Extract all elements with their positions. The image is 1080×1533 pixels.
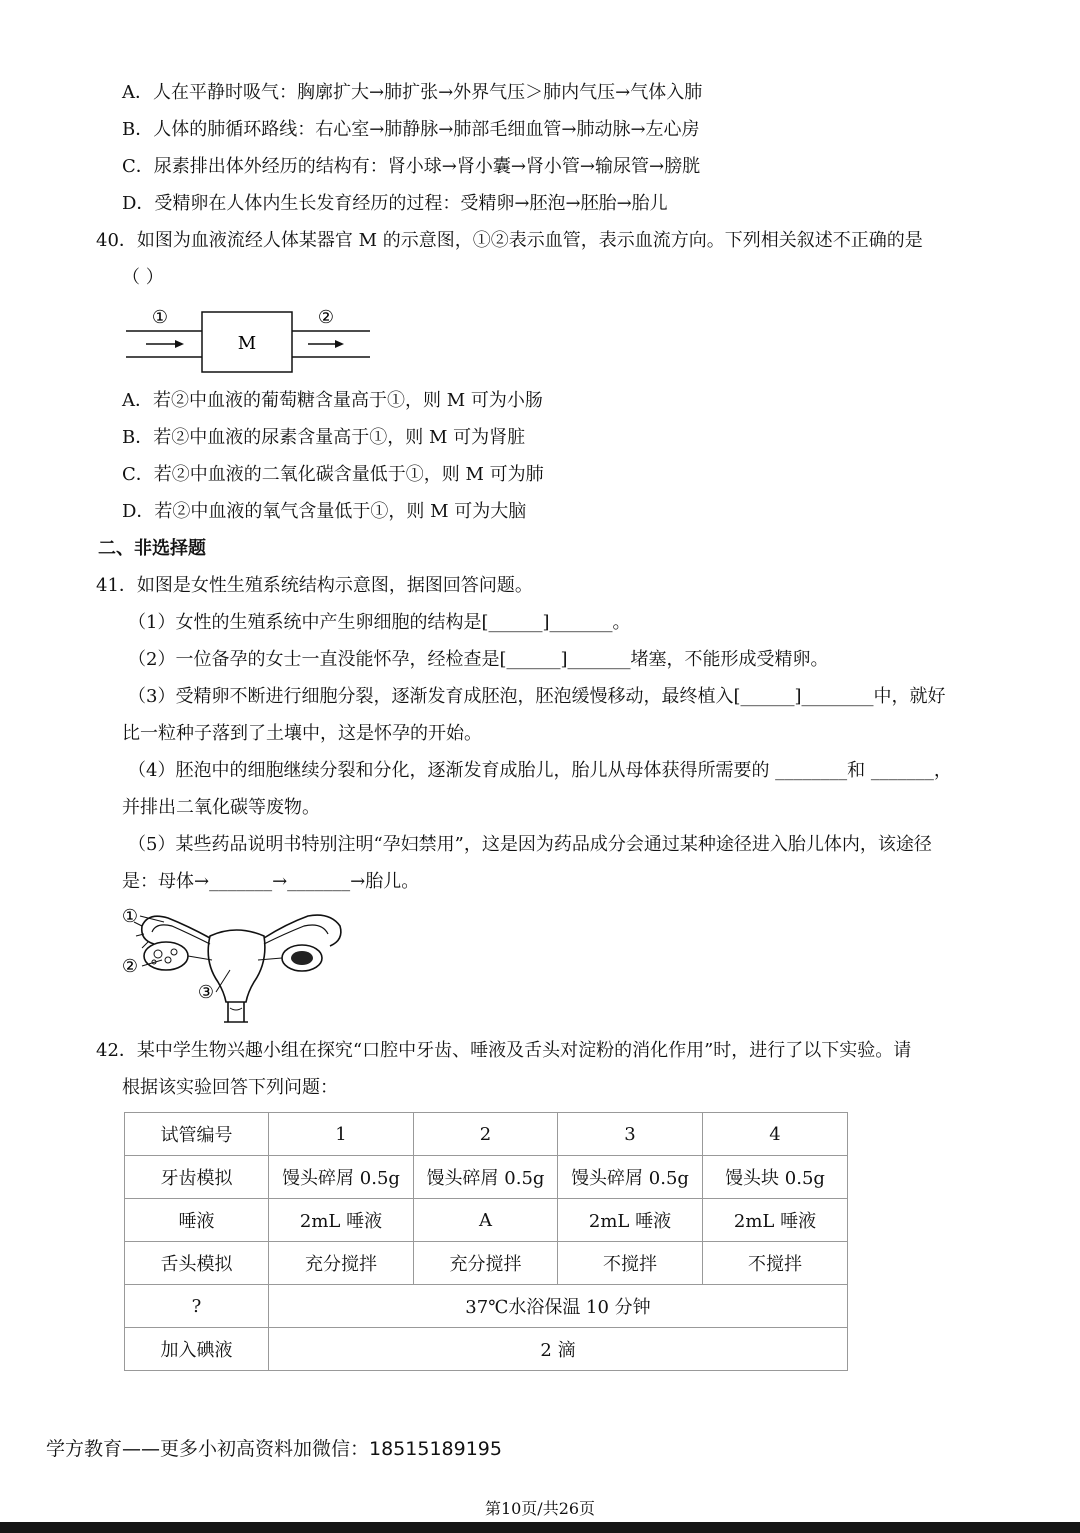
table-cell: 加入碘液	[125, 1328, 269, 1371]
q39-option-b: B．人体的肺循环路线：右心室→肺静脉→肺部毛细血管→肺动脉→左心房	[122, 119, 700, 140]
table-cell: 试管编号	[125, 1113, 269, 1156]
table-cell: 1	[269, 1113, 414, 1156]
arrow-right-icon	[308, 340, 344, 348]
table-cell: 充分搅拌	[269, 1242, 414, 1285]
q39-option-a: A．人在平静时吸气：胸廓扩大→肺扩张→外界气压＞肺内气压→气体入肺	[122, 82, 703, 103]
q40-option-c: C．若②中血液的二氧化碳含量低于①，则 M 可为肺	[122, 464, 544, 485]
section-title: 二、非选择题	[98, 538, 206, 559]
table-cell: A	[414, 1199, 558, 1242]
table-cell: 4	[703, 1113, 848, 1156]
q39-option-c: C．尿素排出体外经历的结构有：肾小球→肾小囊→肾小管→输尿管→膀胱	[122, 156, 701, 177]
table-cell: 牙齿模拟	[125, 1156, 269, 1199]
table-cell: 3	[558, 1113, 703, 1156]
table-cell: 馒头碎屑 0.5g	[558, 1156, 703, 1199]
vessel-2-label: ②	[317, 307, 335, 328]
table-cell: 馒头碎屑 0.5g	[269, 1156, 414, 1199]
table-row	[125, 1199, 848, 1242]
arrow-right-icon	[146, 340, 184, 348]
figure-label-1: ①	[121, 906, 139, 927]
organ-m-label: M	[237, 333, 257, 354]
q41-sub3-line1: （3）受精卵不断进行细胞分裂，逐渐发育成胚泡，胚泡缓慢移动，最终植入[______]________中，就好	[128, 686, 946, 707]
table-cell: 2mL 唾液	[703, 1199, 848, 1242]
table-cell-merged: 37℃水浴保温 10 分钟	[269, 1285, 848, 1328]
table-cell: 馒头块 0.5g	[703, 1156, 848, 1199]
q40-option-a: A．若②中血液的葡萄糖含量高于①，则 M 可为小肠	[122, 390, 543, 411]
q41-sub5-line1: （5）某些药品说明书特别注明“孕妇禁用”，这是因为药品成分会通过某种途径进入胎儿体内，该途径	[128, 834, 932, 855]
q42-stem-line2: 根据该实验回答下列问题：	[122, 1077, 338, 1098]
q41-sub4-line1: （4）胚泡中的细胞继续分裂和分化，逐渐发育成胎儿，胎儿从母体获得所需要的 ________和 _______，	[128, 760, 952, 781]
table-header-row	[125, 1113, 848, 1156]
vessel-1-label: ①	[151, 307, 169, 328]
q40-answer-paren: （ ）	[122, 267, 164, 288]
experiment-table	[124, 1112, 848, 1371]
table-cell: 舌头模拟	[125, 1242, 269, 1285]
q40-option-b: B．若②中血液的尿素含量高于①，则 M 可为肾脏	[122, 427, 526, 448]
table-cell: 2mL 唾液	[269, 1199, 414, 1242]
q41-sub1: （1）女性的生殖系统中产生卵细胞的结构是[______]_______。	[128, 612, 631, 633]
bottom-bar	[0, 1522, 1080, 1533]
table-cell: 2	[414, 1113, 558, 1156]
q41-sub2: （2）一位备孕的女士一直没能怀孕，经检查是[______]_______堵塞，不能形成受精卵。	[128, 649, 829, 670]
q42-stem-line1: 42．某中学生物兴趣小组在探究“口腔中牙齿、唾液及舌头对淀粉的消化作用”时，进行了以下实验。请	[96, 1040, 912, 1061]
page-number: 第10页/共26页	[484, 1499, 596, 1518]
table-cell: 馒头碎屑 0.5g	[414, 1156, 558, 1199]
table-row	[125, 1156, 848, 1199]
table-cell: 不搅拌	[703, 1242, 848, 1285]
table-row	[125, 1285, 848, 1328]
figure-label-2: ②	[121, 956, 139, 977]
table-cell: 不搅拌	[558, 1242, 703, 1285]
blood-flow-diagram	[120, 300, 380, 380]
q39-option-d: D．受精卵在人体内生长发育经历的过程：受精卵→胚泡→胚胎→胎儿	[122, 193, 668, 214]
table-cell-merged: 2 滴	[269, 1328, 848, 1371]
q41-stem: 41．如图是女性生殖系统结构示意图，据图回答问题。	[96, 575, 533, 596]
female-reproductive-system-figure	[118, 904, 354, 1028]
figure-label-3: ③	[197, 982, 215, 1003]
q40-stem: 40．如图为血液流经人体某器官 M 的示意图，①②表示血管，表示血流方向。下列相关叙述不正确的是	[96, 230, 923, 251]
q41-sub5-line2: 是：母体→_______→_______→胎儿。	[122, 871, 420, 892]
table-cell: 充分搅拌	[414, 1242, 558, 1285]
q41-sub4-line2: 并排出二氧化碳等废物。	[122, 797, 320, 818]
q40-option-d: D．若②中血液的氧气含量低于①，则 M 可为大脑	[122, 501, 527, 522]
table-cell: 唾液	[125, 1199, 269, 1242]
table-row	[125, 1242, 848, 1285]
table-row	[125, 1328, 848, 1371]
q41-sub3-line2: 比一粒种子落到了土壤中，这是怀孕的开始。	[122, 723, 482, 744]
footer-advertisement: 学方教育——更多小初高资料加微信：18515189195	[46, 1438, 502, 1460]
table-cell: ?	[125, 1285, 269, 1328]
table-cell: 2mL 唾液	[558, 1199, 703, 1242]
